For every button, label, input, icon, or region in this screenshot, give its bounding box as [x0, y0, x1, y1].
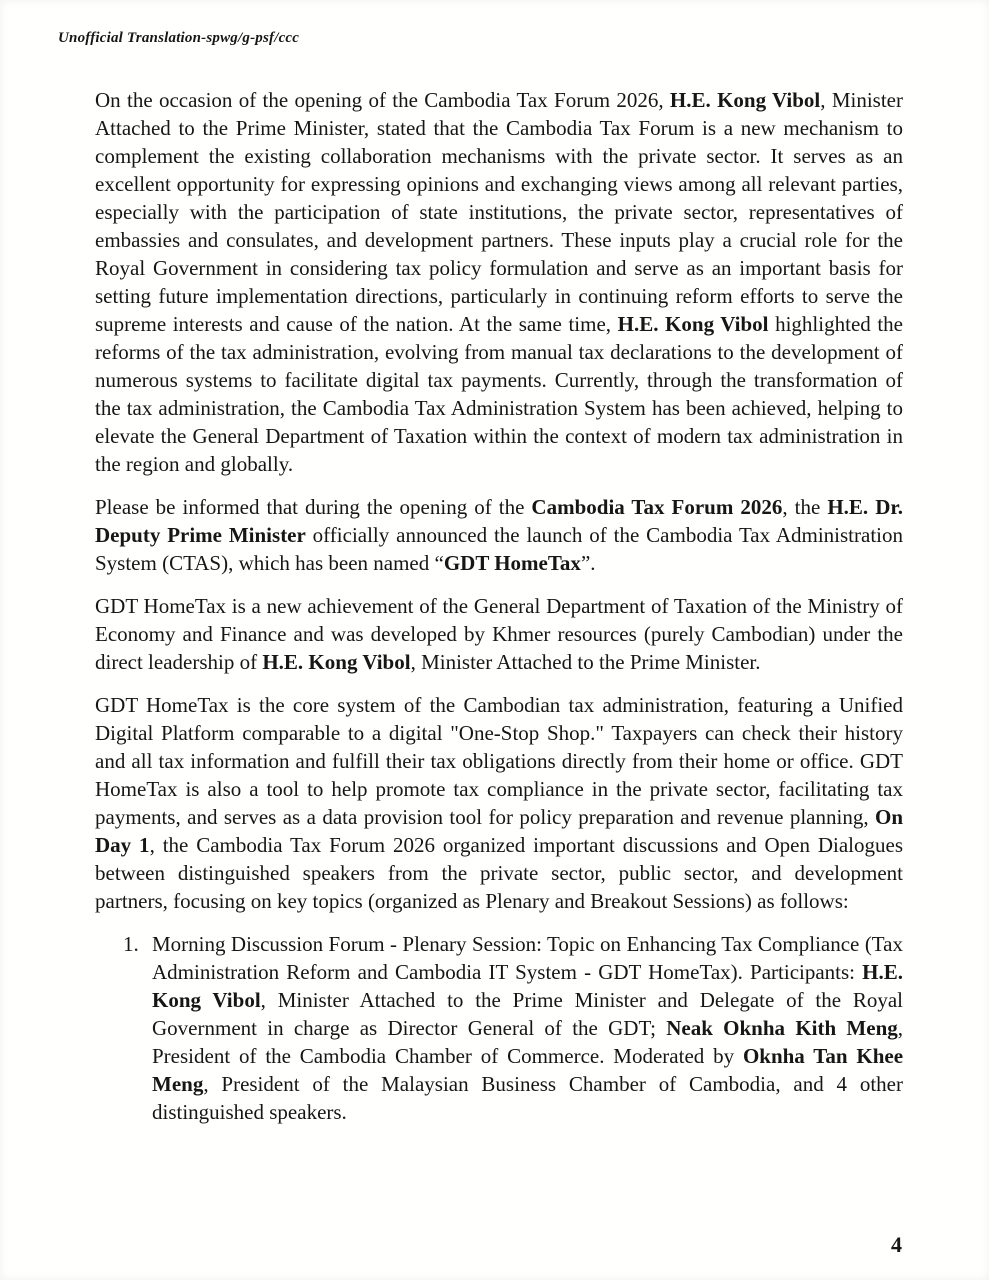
body-paragraph: GDT HomeTax is a new achievement of the General Department of Taxation of the Ministry of Economy and Finance and was developed by Khmer resources (purely Cambodian) under the direct leadership of H.E. Kong Vibol, Minister Attached to the Prime Minister. — [95, 594, 903, 674]
body-paragraph: GDT HomeTax is the core system of the Cambodian tax administration, featuring a Unified Digital Platform comparable to a digital "One-Stop Shop." Taxpayers can check their history and all tax information and fulfill their tax obligations directly from their home or office. GDT HomeTax is also a tool to help promote tax compliance in the private sector, facilitating tax payments, and serves as a data provision tool for policy preparation and revenue planning, On Day 1, the Cambodia Tax Forum 2026 organized important discussions and Open Dialogues between distinguished speakers from the private sector, public sector, and development partners, focusing on key topics (organized as Plenary and Breakout Sessions) as follows: — [95, 693, 904, 913]
document-body — [95, 86, 903, 1126]
body-paragraph: On the occasion of the opening of the Cambodia Tax Forum 2026, H.E. Kong Vibol, Minister Attached to the Prime Minister, stated that the Cambodia Tax Forum is a new mechanism to complement the existing collaboration mechanisms with the private sector. It serves as an excellent opportunity for expressing opinions and exchanging views among all relevant parties, especially with the participation of state institutions, the private sector, representatives of embassies and consulates, and development partners. These inputs play a crucial role for the Royal Government in considering tax policy formulation and serve as an important basis for setting future implementation directions, particularly in continuing reform efforts to serve the supreme interests and cause of the nation. At the same time, H.E. Kong Vibol highlighted the reforms of the tax administration, evolving from manual tax declarations to the development of numerous systems to facilitate digital tax payments. Currently, through the transformation of the tax administration, the Cambodia Tax Administration System has been achieved, helping to elevate the General Department of Taxation within the context of modern tax administration in the region and globally. — [95, 88, 903, 476]
page-number: 4 — [891, 1232, 902, 1257]
numbered-list — [95, 930, 903, 1126]
list-item — [123, 930, 903, 1126]
list-item-text: Morning Discussion Forum - Plenary Session: Topic on Enhancing Tax Compliance (Tax Administration Reform and Cambodia IT System - GDT HomeTax). Participants: H.E. Kong Vibol, Minister Attached to the Prime Minister and Delegate of the Royal Government in charge as Director General of the GDT; Neak Oknha Kith Meng, President of the Cambodia Chamber of Commerce. Moderated by Oknha Tan Khee Meng, President of the Malaysian Business Chamber of Cambodia, and 4 other distinguished speakers. — [152, 932, 904, 1124]
document-header-label: Unofficial Translation-spwg/g-psf/ccc — [58, 30, 300, 46]
list-item-number: 1. — [123, 932, 139, 956]
body-paragraph: Please be informed that during the opening of the Cambodia Tax Forum 2026, the H.E. Dr. Deputy Prime Minister officially announced the launch of the Cambodia Tax Administration System (CTAS), which has been named “GDT HomeTax”. — [95, 495, 904, 575]
